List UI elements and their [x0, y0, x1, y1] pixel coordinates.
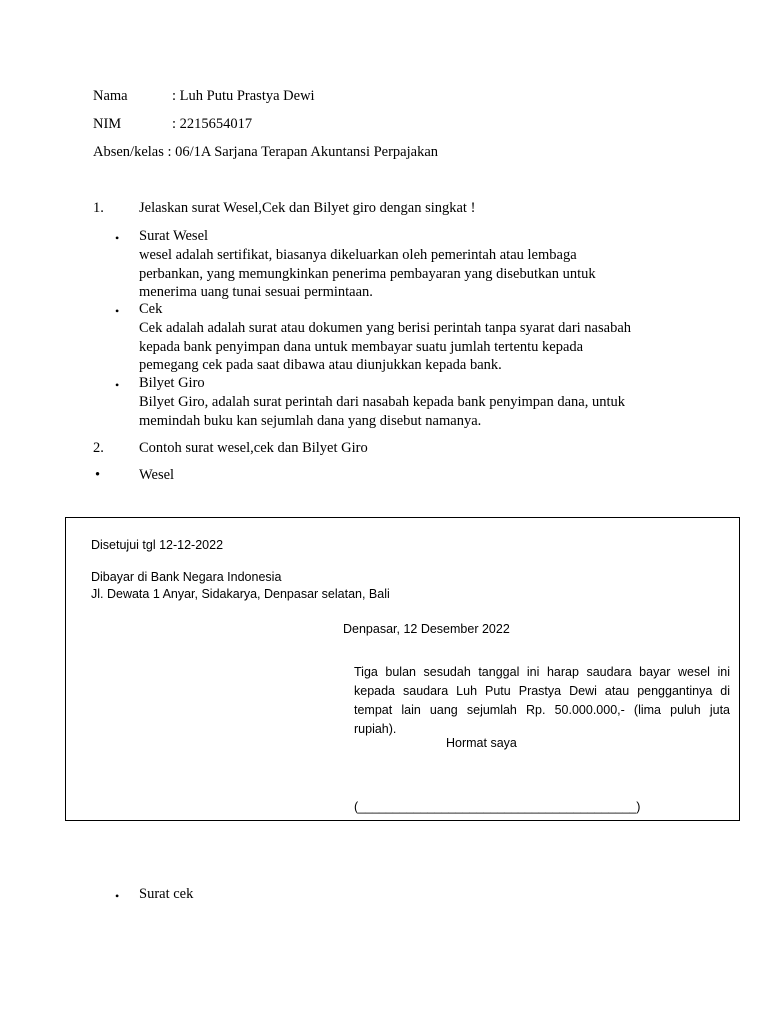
closing-greeting: Hormat saya: [446, 736, 517, 750]
desc-line: wesel adalah sertifikat, biasanya dikeluarkan oleh pemerintah atau lembaga: [139, 247, 577, 263]
desc-line: kepada bank penyimpan dana untuk membayar suatu jumlah tertentu kepada: [139, 338, 584, 355]
bullet-icon: •: [115, 231, 120, 245]
question-2-number: 2.: [93, 440, 104, 456]
item-title-wesel: Surat Wesel: [139, 228, 209, 244]
desc-line: menerima uang tunai sesuai permintaan.: [139, 284, 373, 300]
question-1-number: 1.: [93, 200, 104, 216]
approved-date: Disetujui tgl 12-12-2022: [91, 538, 224, 552]
nama-label: Nama: [93, 88, 128, 104]
item-title-bilyet-giro: Bilyet Giro: [139, 375, 205, 391]
wesel-body-text: [354, 663, 730, 739]
desc-line: Cek adalah adalah surat atau dokumen yang berisi perintah tanpa syarat dari nasabah: [139, 320, 632, 336]
desc-line: pemegang cek pada saat dibawa atau diunjukkan kepada bank.: [139, 357, 502, 373]
nim-label: NIM: [93, 116, 122, 132]
item-title-cek: Cek: [139, 301, 163, 317]
bullet-icon: •: [115, 378, 120, 392]
bank-address: Jl. Dewata 1 Anyar, Sidakarya, Denpasar selatan, Bali: [91, 587, 390, 601]
body-line: tempat lain uang sejumlah Rp. 50.000.000,- (lima puluh juta: [354, 703, 730, 717]
surat-cek-label: Surat cek: [139, 886, 194, 902]
question-1-text: Jelaskan surat Wesel,Cek dan Bilyet giro dengan singkat !: [139, 200, 476, 216]
desc-line: perbankan, yang memungkinkan penerima pembayaran yang disebutkan untuk: [139, 265, 596, 282]
body-line: rupiah).: [354, 722, 397, 736]
nama-value: : Luh Putu Prastya Dewi: [172, 88, 315, 104]
item-desc-bilyet-giro: [139, 393, 679, 430]
item-desc-cek: [139, 319, 679, 375]
desc-line: Bilyet Giro, adalah surat perintah dari nasabah kepada bank penyimpan dana, untuk: [139, 394, 625, 410]
nim-value: : 2215654017: [172, 116, 253, 132]
wesel-label: Wesel: [139, 467, 175, 483]
desc-line: memindah buku kan sejumlah dana yang disebut namanya.: [139, 412, 482, 429]
bullet-icon: •: [115, 304, 120, 318]
body-line: Tiga bulan sesudah tanggal ini harap saudara bayar wesel ini: [354, 665, 730, 679]
signature-line: (________________________________________): [354, 800, 641, 814]
paid-at-bank: Dibayar di Bank Negara Indonesia: [91, 570, 282, 584]
place-date: Denpasar, 12 Desember 2022: [343, 622, 510, 636]
item-desc-wesel: [139, 246, 679, 302]
bullet-icon: •: [115, 889, 120, 903]
body-line: kepada saudara Luh Putu Prastya Dewi atau penggantinya di: [354, 684, 730, 698]
question-2-text: Contoh surat wesel,cek dan Bilyet Giro: [139, 440, 368, 456]
bullet-icon: •: [95, 467, 101, 483]
absen-kelas-line: Absen/kelas : 06/1A Sarjana Terapan Akuntansi Perpajakan: [93, 144, 439, 160]
wesel-document-box: [65, 517, 740, 821]
